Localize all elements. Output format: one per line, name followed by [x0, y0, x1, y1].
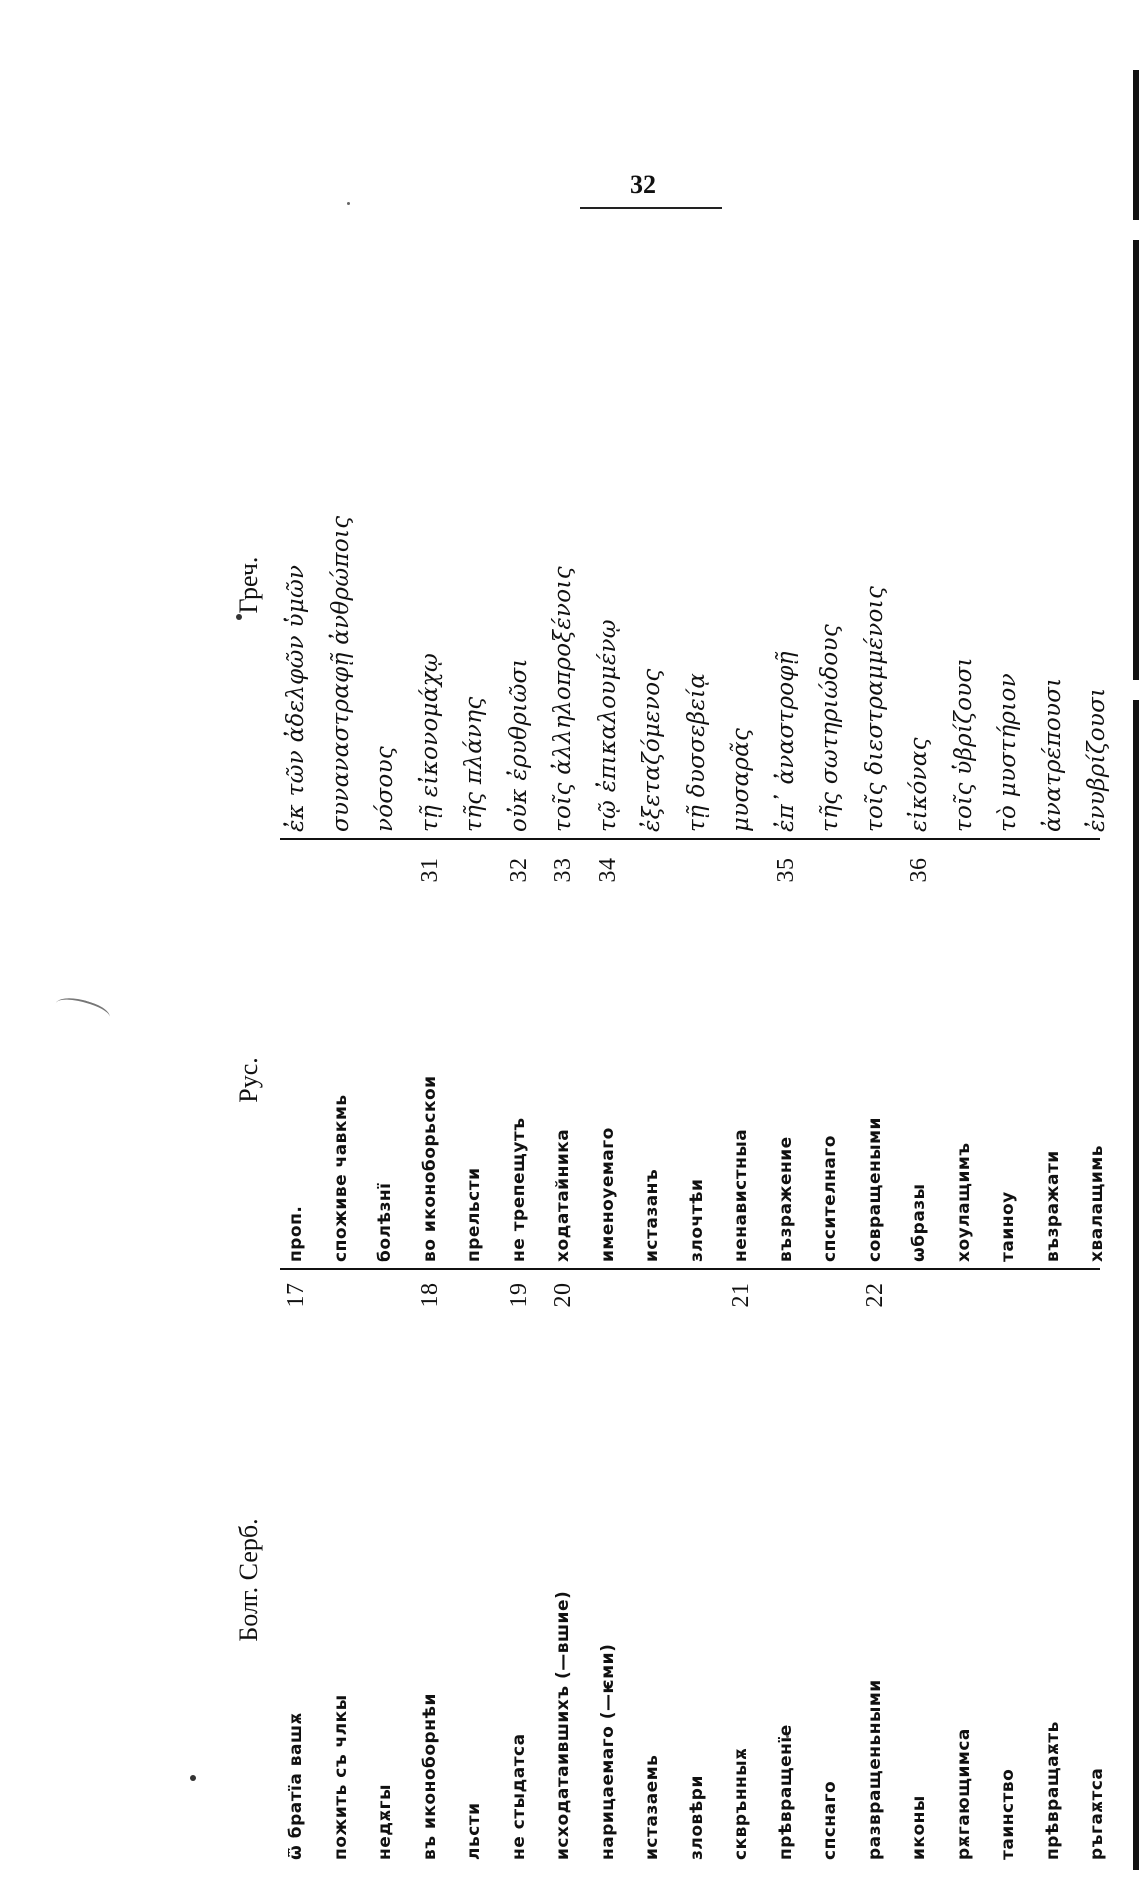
rus-line-number — [766, 1265, 806, 1325]
greek-line-number — [632, 840, 672, 900]
greek-word: τῇ δυσσεβείᾳ — [683, 672, 710, 832]
greek-line-number: 32 — [505, 857, 532, 883]
greek-line-number — [855, 840, 895, 900]
rus-line-number: 17 — [283, 1282, 309, 1308]
page-number: 32 — [630, 170, 656, 199]
rus-line-number — [454, 1265, 494, 1325]
greek-line-number — [1033, 840, 1073, 900]
scan-mark — [53, 992, 111, 1028]
greek-line-number — [721, 840, 761, 900]
greek-word: τοῖς ἀλληλοπροξένοις — [550, 566, 576, 832]
greek-word: τοῖς ὑβρίζουσι — [950, 657, 977, 832]
rus-line-number — [632, 1265, 672, 1325]
greek-line-number: 34 — [594, 857, 621, 883]
greek-word: νόσους — [372, 745, 398, 832]
bulg-serb-word: въ иконоборнѣи — [419, 1693, 440, 1860]
column-header-rus: Рус. — [234, 1057, 263, 1103]
greek-word: συναναστραφῇ ἀνθρώποις — [327, 515, 354, 832]
bulg-serb-word: скврънныѫ — [731, 1747, 751, 1860]
rus-line-number: 19 — [505, 1282, 532, 1308]
bulg-serb-word: пожить съ члкы — [330, 1694, 351, 1860]
rus-word: болѣзнї — [375, 1182, 395, 1262]
rus-line-number: 21 — [728, 1282, 754, 1308]
greek-line-number — [810, 840, 850, 900]
rus-line-number — [321, 1265, 361, 1325]
bulg-serb-word: недѫгы — [375, 1784, 395, 1860]
rus-word: проп. — [286, 1205, 306, 1262]
bulg-serb-word: льсти — [464, 1802, 484, 1860]
bulg-serb-word: ѿ братїа вашѫ — [286, 1712, 306, 1860]
greek-word: ἐκ τῶν ἀδελφῶν ὑμῶν — [283, 564, 309, 832]
rus-line-number: 18 — [416, 1282, 443, 1308]
greek-word: ἀνατρέπουσι — [1039, 677, 1066, 832]
rus-word: спсителнаго — [820, 1135, 840, 1262]
rus-word: възражати — [1042, 1150, 1063, 1262]
bulg-serb-word: исходатаившихъ (—вшие) — [553, 1590, 573, 1860]
rus-line-number — [988, 1265, 1028, 1325]
rus-word: истазанъ — [642, 1168, 662, 1262]
greek-word: εἰκόνας — [906, 737, 932, 832]
rus-line-number: 22 — [861, 1282, 888, 1308]
column-header-greek: Греч. — [234, 556, 263, 614]
bulg-serb-word: ръгаѫтса — [1087, 1767, 1107, 1860]
bulg-serb-word: спснаго — [820, 1780, 840, 1860]
greek-word: οὐκ ἐρυθριῶσι — [505, 658, 532, 832]
bulg-serb-word: развращеньными — [864, 1679, 885, 1860]
rus-line-number — [677, 1265, 717, 1325]
bulg-serb-word: истазаемь — [642, 1754, 662, 1860]
greek-line-number — [365, 840, 405, 900]
greek-line-number — [454, 840, 494, 900]
greek-line-number — [276, 840, 316, 900]
bulg-serb-word: иконы — [909, 1795, 929, 1860]
rus-line-number — [365, 1265, 405, 1325]
rus-word: хвалащимь — [1087, 1145, 1107, 1262]
page-edge-mark — [1133, 70, 1139, 220]
bulg-serb-word: прѣвращенїе — [775, 1724, 796, 1860]
page-edge-mark — [1133, 700, 1139, 1870]
greek-word: τῇ εἰκονομάχῳ — [416, 652, 443, 832]
greek-word: τῆς πλάνης — [461, 696, 487, 832]
greek-line-number: 35 — [772, 857, 799, 883]
greek-word: τῆς σωτηριώδους — [817, 623, 843, 832]
rus-word: ненавистныа — [731, 1128, 751, 1262]
rus-word: именоуемаго — [597, 1127, 618, 1262]
rus-word: прельсти — [464, 1167, 484, 1262]
greek-word: τῷ ἐπικαλουμένῳ — [594, 619, 621, 832]
greek-word: τὸ μυστήριον — [995, 673, 1021, 832]
rus-word: совращеными — [864, 1117, 885, 1262]
bulg-serb-word: рѫгающимса — [953, 1728, 974, 1860]
word-comparison-table — [220, 370, 1120, 1860]
rus-word: възражение — [775, 1136, 796, 1262]
rus-word: ѡбразы — [909, 1183, 929, 1262]
rus-word: ходатайника — [553, 1128, 573, 1262]
column-header-bulg-serb: Болг. Серб. — [234, 1518, 263, 1642]
rus-word: не трепещутъ — [508, 1117, 529, 1262]
greek-word: τοῖς διεστραμμένοις — [861, 585, 888, 832]
rus-line-number — [810, 1265, 850, 1325]
rus-line-number — [588, 1265, 628, 1325]
rus-line-number — [944, 1265, 984, 1325]
rus-word: во иконоборьскои — [419, 1075, 440, 1262]
scan-dot — [190, 1775, 196, 1781]
greek-word: ἐξεταζόμενος — [639, 668, 665, 832]
rus-word: злочтѣи — [686, 1178, 707, 1262]
greek-word: ἐνυβρίζουσι — [1084, 687, 1110, 832]
greek-line-number — [988, 840, 1028, 900]
page-number-rule — [580, 207, 722, 209]
page-edge-mark — [1133, 240, 1139, 680]
greek-line-number: 33 — [550, 857, 576, 883]
greek-word: μυσαρᾶς — [728, 727, 754, 832]
rus-word: споживе чавкмь — [330, 1094, 351, 1262]
scan-dot — [347, 202, 350, 205]
greek-line-number: 36 — [906, 857, 932, 883]
rus-line-number — [899, 1265, 939, 1325]
greek-line-number: 31 — [416, 857, 443, 883]
bulg-serb-word: таинство — [998, 1768, 1018, 1860]
greek-line-number — [944, 840, 984, 900]
rus-word: хоулащимъ — [953, 1142, 974, 1262]
rus-word: таиноу — [998, 1191, 1018, 1262]
bulg-serb-word: прѣвращаѫть — [1042, 1721, 1063, 1860]
greek-line-number — [677, 840, 717, 900]
greek-word: ἐπ᾽ ἀναστροφῇ — [772, 651, 799, 832]
rus-line-number: 20 — [550, 1282, 576, 1308]
bulg-serb-word: не стыдатса — [508, 1733, 529, 1860]
greek-line-number — [321, 840, 361, 900]
bulg-serb-word: нарицаемаго (—ѥми) — [597, 1643, 618, 1860]
bulg-serb-word: зловѣри — [686, 1775, 707, 1860]
